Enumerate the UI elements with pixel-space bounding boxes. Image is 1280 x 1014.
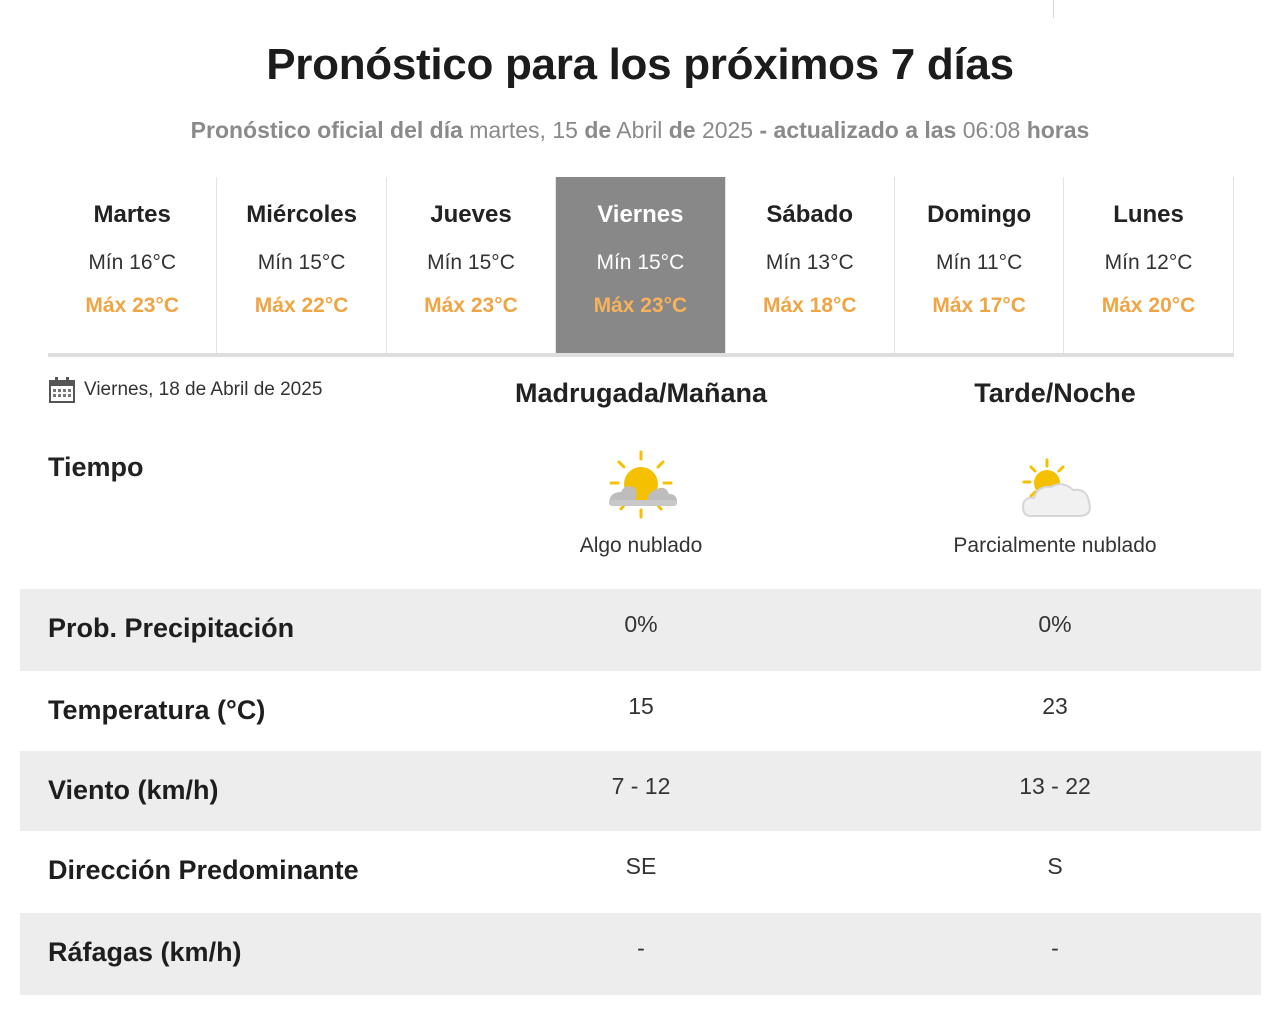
day-min-temp: Mín 15°C	[257, 251, 346, 274]
subtitle-text-3: horas	[1026, 117, 1090, 143]
day-name: Miércoles	[246, 201, 357, 228]
row-value-evening: 0%	[1038, 611, 1072, 637]
weather-evening	[845, 450, 1265, 558]
day-name: Sábado	[766, 201, 854, 228]
day-max-temp: Máx 22°C	[254, 294, 349, 317]
column-header-morning: Madrugada/Mañana	[514, 378, 768, 408]
subtitle-text-1: Pronóstico oficial del día	[190, 117, 463, 143]
row-value-evening: S	[1047, 853, 1063, 879]
top-divider	[1053, 0, 1054, 18]
row-value-evening: 23	[1042, 693, 1068, 719]
day-max-temp: Máx 23°C	[424, 294, 518, 317]
day-min-temp: Mín 12°C	[1104, 251, 1193, 274]
day-tabs	[48, 177, 1234, 357]
day-min-temp: Mín 15°C	[596, 251, 685, 274]
table-row	[20, 589, 1261, 671]
row-value-morning: SE	[625, 853, 657, 879]
page-title: Pronóstico para los próximos 7 días	[266, 40, 1014, 89]
column-header-evening: Tarde/Noche	[974, 378, 1136, 408]
weather-morning-text: Algo nublado	[579, 534, 703, 557]
day-tab-viernes[interactable]	[556, 177, 725, 353]
day-max-temp: Máx 17°C	[932, 294, 1026, 317]
day-min-temp: Mín 16°C	[88, 251, 177, 274]
day-min-temp: Mín 11°C	[936, 251, 1023, 274]
subtitle-time: 06:08	[962, 117, 1021, 143]
weather-morning	[431, 450, 851, 558]
table-row	[20, 751, 1261, 831]
row-value-morning: 7 - 12	[611, 773, 671, 799]
selected-date	[48, 376, 322, 404]
day-max-temp: Máx 23°C	[593, 294, 688, 317]
day-min-temp: Mín 15°C	[427, 251, 515, 274]
subtitle-weekday: martes,	[469, 117, 546, 143]
day-max-temp: Máx 18°C	[762, 294, 857, 317]
row-value-evening: 13 - 22	[1019, 773, 1091, 799]
day-max-temp: Máx 23°C	[85, 294, 179, 317]
day-tab-sabado[interactable]	[726, 177, 895, 353]
day-tab-domingo[interactable]	[895, 177, 1064, 353]
subtitle-de-1: de	[584, 117, 612, 143]
subtitle-de-2: de	[668, 117, 696, 143]
day-tab-lunes[interactable]	[1064, 177, 1233, 353]
day-tab-miercoles[interactable]	[217, 177, 386, 353]
day-min-temp: Mín 13°C	[765, 251, 854, 274]
row-value-evening: -	[1051, 935, 1059, 961]
day-name: Jueves	[430, 201, 512, 228]
calendar-icon	[48, 376, 76, 404]
day-name: Lunes	[1113, 201, 1184, 228]
day-tab-jueves[interactable]	[387, 177, 556, 353]
weather-label: Tiempo	[48, 452, 144, 482]
table-row	[20, 671, 1261, 751]
row-value-morning: 0%	[624, 611, 658, 637]
row-label: Prob. Precipitación	[48, 613, 295, 643]
day-tab-martes[interactable]	[48, 177, 217, 353]
sun-behind-cloud-icon	[599, 450, 683, 526]
subtitle-day: 15	[552, 117, 578, 143]
partly-cloudy-icon	[1013, 450, 1097, 526]
weather-evening-text: Parcialmente nublado	[953, 534, 1157, 557]
row-label: Temperatura (°C)	[48, 695, 266, 725]
day-max-temp: Máx 20°C	[1101, 294, 1196, 317]
row-label: Ráfagas (km/h)	[48, 937, 242, 967]
row-label: Viento (km/h)	[48, 775, 219, 805]
subtitle-month: Abril	[616, 117, 663, 143]
subtitle-year: 2025	[701, 117, 754, 143]
forecast-details-table	[20, 589, 1261, 995]
page-subtitle	[0, 117, 1280, 144]
selected-date-text: Viernes, 18 de Abril de 2025	[84, 379, 323, 400]
table-row	[20, 831, 1261, 913]
row-label: Dirección Predominante	[48, 855, 359, 885]
day-name: Martes	[93, 201, 171, 228]
row-value-morning: -	[637, 935, 645, 961]
table-row	[20, 913, 1261, 995]
row-value-morning: 15	[628, 693, 654, 719]
day-name: Domingo	[927, 201, 1032, 228]
subtitle-text-2: - actualizado a las	[759, 117, 957, 143]
day-name: Viernes	[597, 201, 684, 228]
